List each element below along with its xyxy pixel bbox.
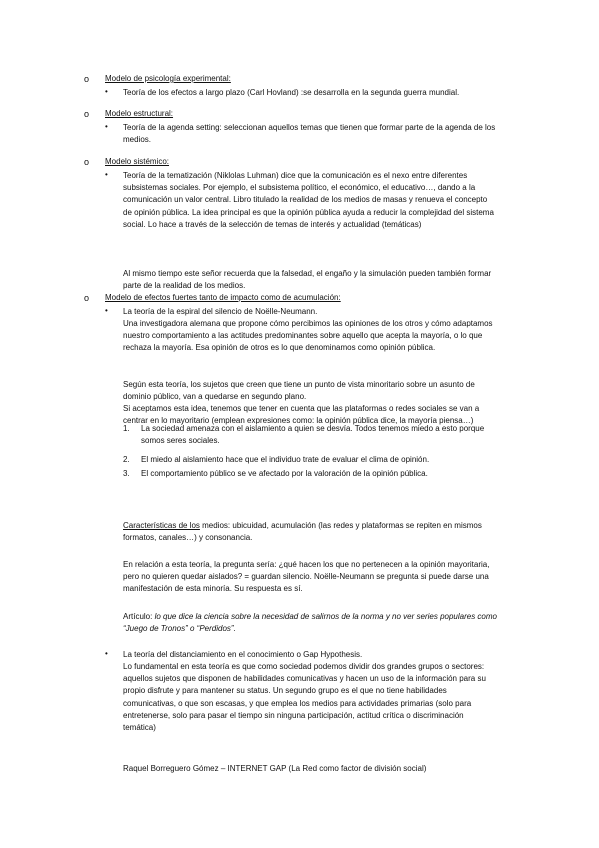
section-title: Modelo estructural: xyxy=(105,109,174,118)
section-title: Modelo de psicología experimental: xyxy=(105,74,231,83)
caracteristicas-label: Características de los xyxy=(123,521,200,530)
caracteristicas-text: medios: ubicuidad, acumulación (las redes y plataformas se repiten en mismos formatos, canales…) y consonancia. xyxy=(123,521,482,543)
section-bullet: o xyxy=(84,293,90,303)
caracteristicas-paragraph xyxy=(123,520,501,544)
numbered-item xyxy=(123,468,501,480)
list-item-text: La teoría del distanciamiento en el conocimiento o Gap Hypothesis. xyxy=(123,650,363,659)
section-bullet: o xyxy=(84,157,90,167)
section-title: Modelo sistémico: xyxy=(105,157,170,166)
paragraph: Si aceptamos esta idea, tenemos que tener en cuenta que las plataformas o redes sociales se van a centrar en lo mayoritario (emplean expresiones como: la opinión pública dice, la mayoría piensa…) xyxy=(123,404,480,426)
item-number: 1. xyxy=(123,424,130,433)
paragraph: Lo fundamental en esta teoría es que como sociedad podemos dividir dos grandes grupos o sectores: aquellos sujetos que disponen de habilidades comunicativas y hacen un uso de la información para su propio disfrute y para mantener su status. Un segundo grupo es el que no tiene habilidades comunicativas, o que son escasas, y que emplea los medios para actividades primarias (solo para entretenerse, solo para pasar el tiempo sin ninguna participación, actitud crítica o discriminación temática) xyxy=(123,662,486,733)
paragraph: Una investigadora alemana que propone cómo percibimos las opiniones de los otros y cómo adaptamos nuestro comportamiento a las actitudes predominantes sobre aquello que acepta la mayoría, o lo que rechaza la mayoría. Esa opinión de otros es lo que denominamos como opinión pública. xyxy=(123,319,493,353)
bullet-dot: • xyxy=(105,649,108,658)
section-bullet: o xyxy=(84,109,90,119)
numbered-item xyxy=(123,454,501,466)
list-item-text: Teoría de la tematización (Niklolas Luhman) dice que la comunicación es el nexo entre diferentes subsistemas sociales. Por ejemplo, el subsistema político, el económico, el educativo…, dando a la comunicación un valor central. Libro titulado la realidad de los medios de masas y renueva el concepto de opinión pública. La idea principal es que la opinión pública ayuda a reducir la complejidad del sistema social. Lo hace a través de la selección de temas de interés y actualidad (temáticas) xyxy=(123,171,494,229)
bullet-dot: • xyxy=(105,122,108,131)
list-item-text: Teoría de la agenda setting: seleccionan aquellos temas que tienen que formar parte de la agenda de los medios. xyxy=(123,123,496,145)
item-number: 2. xyxy=(123,455,130,464)
numbered-item xyxy=(123,423,501,447)
reference: Raquel Borreguero Gómez – INTERNET GAP (La Red como factor de división social) xyxy=(123,764,427,773)
item-number: 3. xyxy=(123,469,130,478)
paragraph: Según esta teoría, los sujetos que creen que tiene un punto de vista minoritario sobre un asunto de dominio público, van a quedarse en segundo plano. xyxy=(123,380,475,402)
item-text: El miedo al aislamiento hace que el individuo trate de evaluar el clima de opinión. xyxy=(141,455,430,464)
section-bullet: o xyxy=(84,74,90,84)
section-title: Modelo de efectos fuertes tanto de impacto como de acumulación: xyxy=(105,293,341,302)
bullet-dot: • xyxy=(105,306,108,315)
list-item-text: La teoría de la espiral del silencio de Noëlle-Neumann. xyxy=(123,307,318,316)
relacion-paragraph: En relación a esta teoría, la pregunta sería: ¿qué hacen los que no pertenecen a la opinión mayoritaria, pero no quieren quedar aislados? = guardan silencio. Noëlle-Neumann se pregunta si puede darse una manifestación de esta minoría. Su respuesta es sí. xyxy=(123,560,490,594)
item-text: La sociedad amenaza con el aislamiento a quien se desvía. Todos tenemos miedo a esto porque somos seres sociales. xyxy=(141,424,485,446)
articulo-label: Artículo: xyxy=(123,612,155,621)
list-item-text: Al mismo tiempo este señor recuerda que la falsedad, el engaño y la simulación pueden también formar parte de la realidad de los medios. xyxy=(123,269,492,291)
articulo-paragraph xyxy=(123,611,501,635)
articulo-text: lo que dice la ciencia sobre la necesidad de salirnos de la norma y no ver series populares como “Juego de Tronos” o “Perdidos”. xyxy=(123,612,497,634)
item-text: El comportamiento público se ve afectado por la valoración de la opinión pública. xyxy=(141,469,428,478)
bullet-dot: • xyxy=(105,87,108,96)
list-item-text: Teoría de los efectos a largo plazo (Carl Hovland) :se desarrolla en la segunda guerra mundial. xyxy=(123,88,460,97)
bullet-dot: • xyxy=(105,170,108,179)
